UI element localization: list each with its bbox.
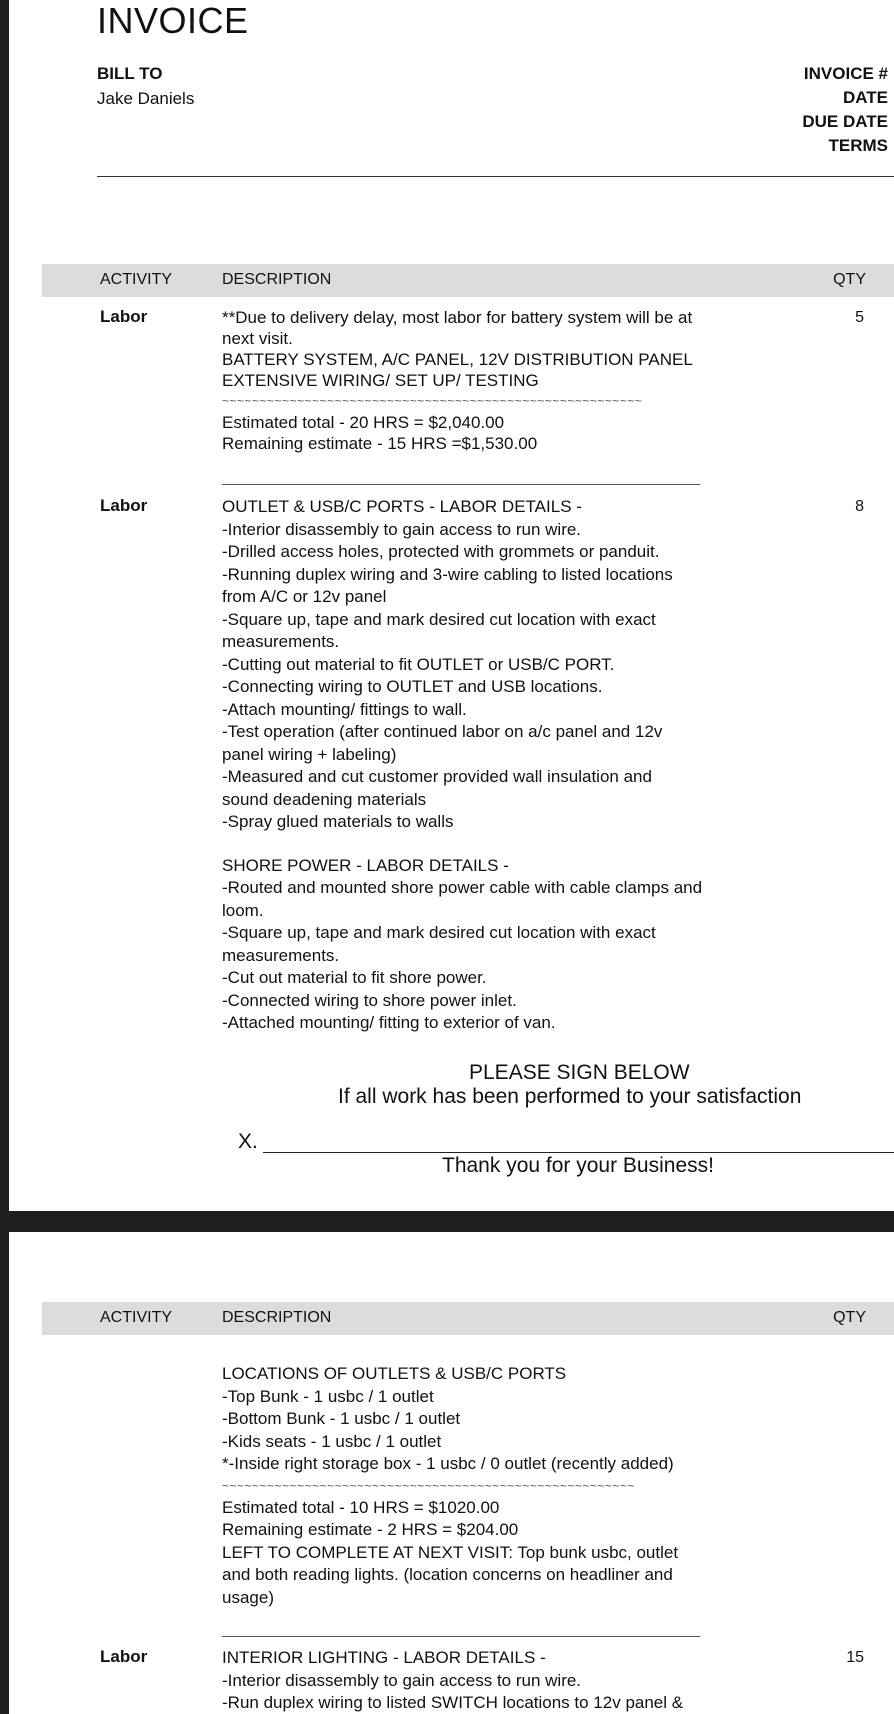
invoice-page-2 [9, 1232, 894, 1714]
locations-estimate-line: and both reading lights. (location concerns on headliner and [222, 1565, 673, 1584]
row2-activity: Labor [100, 496, 148, 515]
row2-line: -Attach mounting/ fittings to wall. [222, 699, 467, 719]
row2-line: -Attached mounting/ fitting to exterior of van. [222, 1013, 556, 1032]
locations-line: -Kids seats - 1 usbc / 1 outlet [222, 1431, 442, 1451]
signature-x-mark: X. [238, 1130, 258, 1153]
table-header [42, 1302, 894, 1335]
row2-blank-line [222, 834, 702, 855]
row2-line: -Connecting wiring to OUTLET and USB locations. [222, 677, 603, 696]
row2-line: -Test operation (after continued labor on a/c panel and 12v [222, 722, 663, 741]
sign-condition: If all work has been performed to your satisfaction [338, 1085, 802, 1108]
table-header [42, 264, 894, 297]
locations-line: -Bottom Bunk - 1 usbc / 1 outlet [222, 1409, 461, 1428]
signature-line [263, 1152, 894, 1153]
row2-line: -Connected wiring to shore power inlet. [222, 990, 517, 1010]
row1-underline [222, 484, 700, 485]
row2-line: -Measured and cut customer provided wall insulation and [222, 767, 652, 786]
row1-tilde-separator: ~~~~~~~~~~~~~~~~~~~~~~~~~~~~~~~~~~~~~~~~~~~~~~~~~~~~~~~~ [222, 394, 643, 408]
row2-description [222, 496, 702, 1035]
row1-line: next visit. [222, 329, 293, 348]
row1-description [222, 307, 693, 454]
sign-instruction: PLEASE SIGN BELOW [469, 1061, 690, 1084]
row2-line: SHORE POWER - LABOR DETAILS - [222, 855, 509, 875]
description-header: DESCRIPTION [222, 1309, 332, 1326]
invoice-number-label: INVOICE # [803, 64, 888, 83]
locations-line: LOCATIONS OF OUTLETS & USB/C PORTS [222, 1364, 567, 1383]
qty-header: QTY [833, 1309, 866, 1326]
row3-qty: 15 [846, 1649, 864, 1666]
row2-line: -Cutting out material to fit OUTLET or USB/C PORT. [222, 654, 615, 674]
row2-line: from A/C or 12v panel [222, 587, 387, 606]
due-date-label: DUE DATE [802, 112, 888, 131]
row3-description [222, 1647, 683, 1714]
row2-qty: 8 [855, 498, 864, 515]
row1-activity: Labor [100, 307, 148, 326]
row2-line: -Square up, tape and mark desired cut location with exact [222, 609, 656, 629]
row2-line: -Routed and mounted shore power cable with cable clamps and [222, 878, 703, 897]
thank-you-text: Thank you for your Business! [442, 1154, 714, 1177]
activity-header: ACTIVITY [100, 1309, 173, 1326]
row2-line: -Square up, tape and mark desired cut location with exact [222, 923, 656, 942]
row2-line: panel wiring + labeling) [222, 744, 397, 764]
activity-header: ACTIVITY [100, 271, 173, 288]
row2-line: measurements. [222, 945, 340, 965]
locations-estimate-line: usage) [222, 1587, 274, 1607]
row1-line: EXTENSIVE WIRING/ SET UP/ TESTING [222, 371, 539, 390]
locations-line: -Top Bunk - 1 usbc / 1 outlet [222, 1386, 434, 1406]
terms-label: TERMS [828, 136, 888, 155]
row1-estimate-line: Remaining estimate - 15 HRS =$1,530.00 [222, 434, 538, 453]
header-divider [97, 176, 894, 177]
description-header: DESCRIPTION [222, 271, 332, 288]
row2-line: OUTLET & USB/C PORTS - LABOR DETAILS - [222, 497, 582, 516]
locations-line: *-Inside right storage box - 1 usbc / 0 outlet (recently added) [222, 1454, 674, 1473]
locations-estimate-line: Estimated total - 10 HRS = $1020.00 [222, 1497, 500, 1517]
row3-line: -Run duplex wiring to listed SWITCH locations to 12v panel & [222, 1693, 684, 1712]
row2-line: -Running duplex wiring and 3-wire cabling to listed locations [222, 564, 673, 584]
row3-line: -Interior disassembly to gain access to run wire. [222, 1670, 582, 1690]
row3-line: INTERIOR LIGHTING - LABOR DETAILS - [222, 1648, 546, 1667]
date-label: DATE [842, 88, 888, 107]
locations-description [222, 1363, 678, 1609]
row2-line: -Spray glued materials to walls [222, 812, 454, 831]
invoice-page-1 [9, 0, 894, 1211]
row1-line: **Due to delivery delay, most labor for battery system will be at [222, 308, 693, 327]
row3-activity: Labor [100, 1647, 148, 1666]
row2-line: loom. [222, 900, 264, 920]
bill-to-label: BILL TO [97, 64, 163, 83]
invoice-title: INVOICE [97, 0, 249, 41]
row2-line: -Interior disassembly to gain access to run wire. [222, 519, 582, 539]
row1-line: BATTERY SYSTEM, A/C PANEL, 12V DISTRIBUTION PANEL [222, 350, 693, 369]
qty-header: QTY [833, 271, 866, 288]
row1-estimate-line: Estimated total - 20 HRS = $2,040.00 [222, 413, 505, 432]
locations-underline [222, 1636, 700, 1637]
row2-line: -Drilled access holes, protected with grommets or panduit. [222, 542, 660, 561]
row2-line: sound deadening materials [222, 789, 427, 809]
locations-estimate-line: LEFT TO COMPLETE AT NEXT VISIT: Top bunk usbc, outlet [222, 1542, 679, 1562]
locations-estimate-line: Remaining estimate - 2 HRS = $204.00 [222, 1520, 519, 1539]
row2-line: -Cut out material to fit shore power. [222, 968, 487, 987]
row1-qty: 5 [855, 309, 864, 326]
customer-name: Jake Daniels [97, 89, 195, 108]
row2-line: measurements. [222, 632, 340, 651]
locations-tilde-separator: ~~~~~~~~~~~~~~~~~~~~~~~~~~~~~~~~~~~~~~~~~~~~~~~~~~~~~~~ [222, 1478, 635, 1493]
